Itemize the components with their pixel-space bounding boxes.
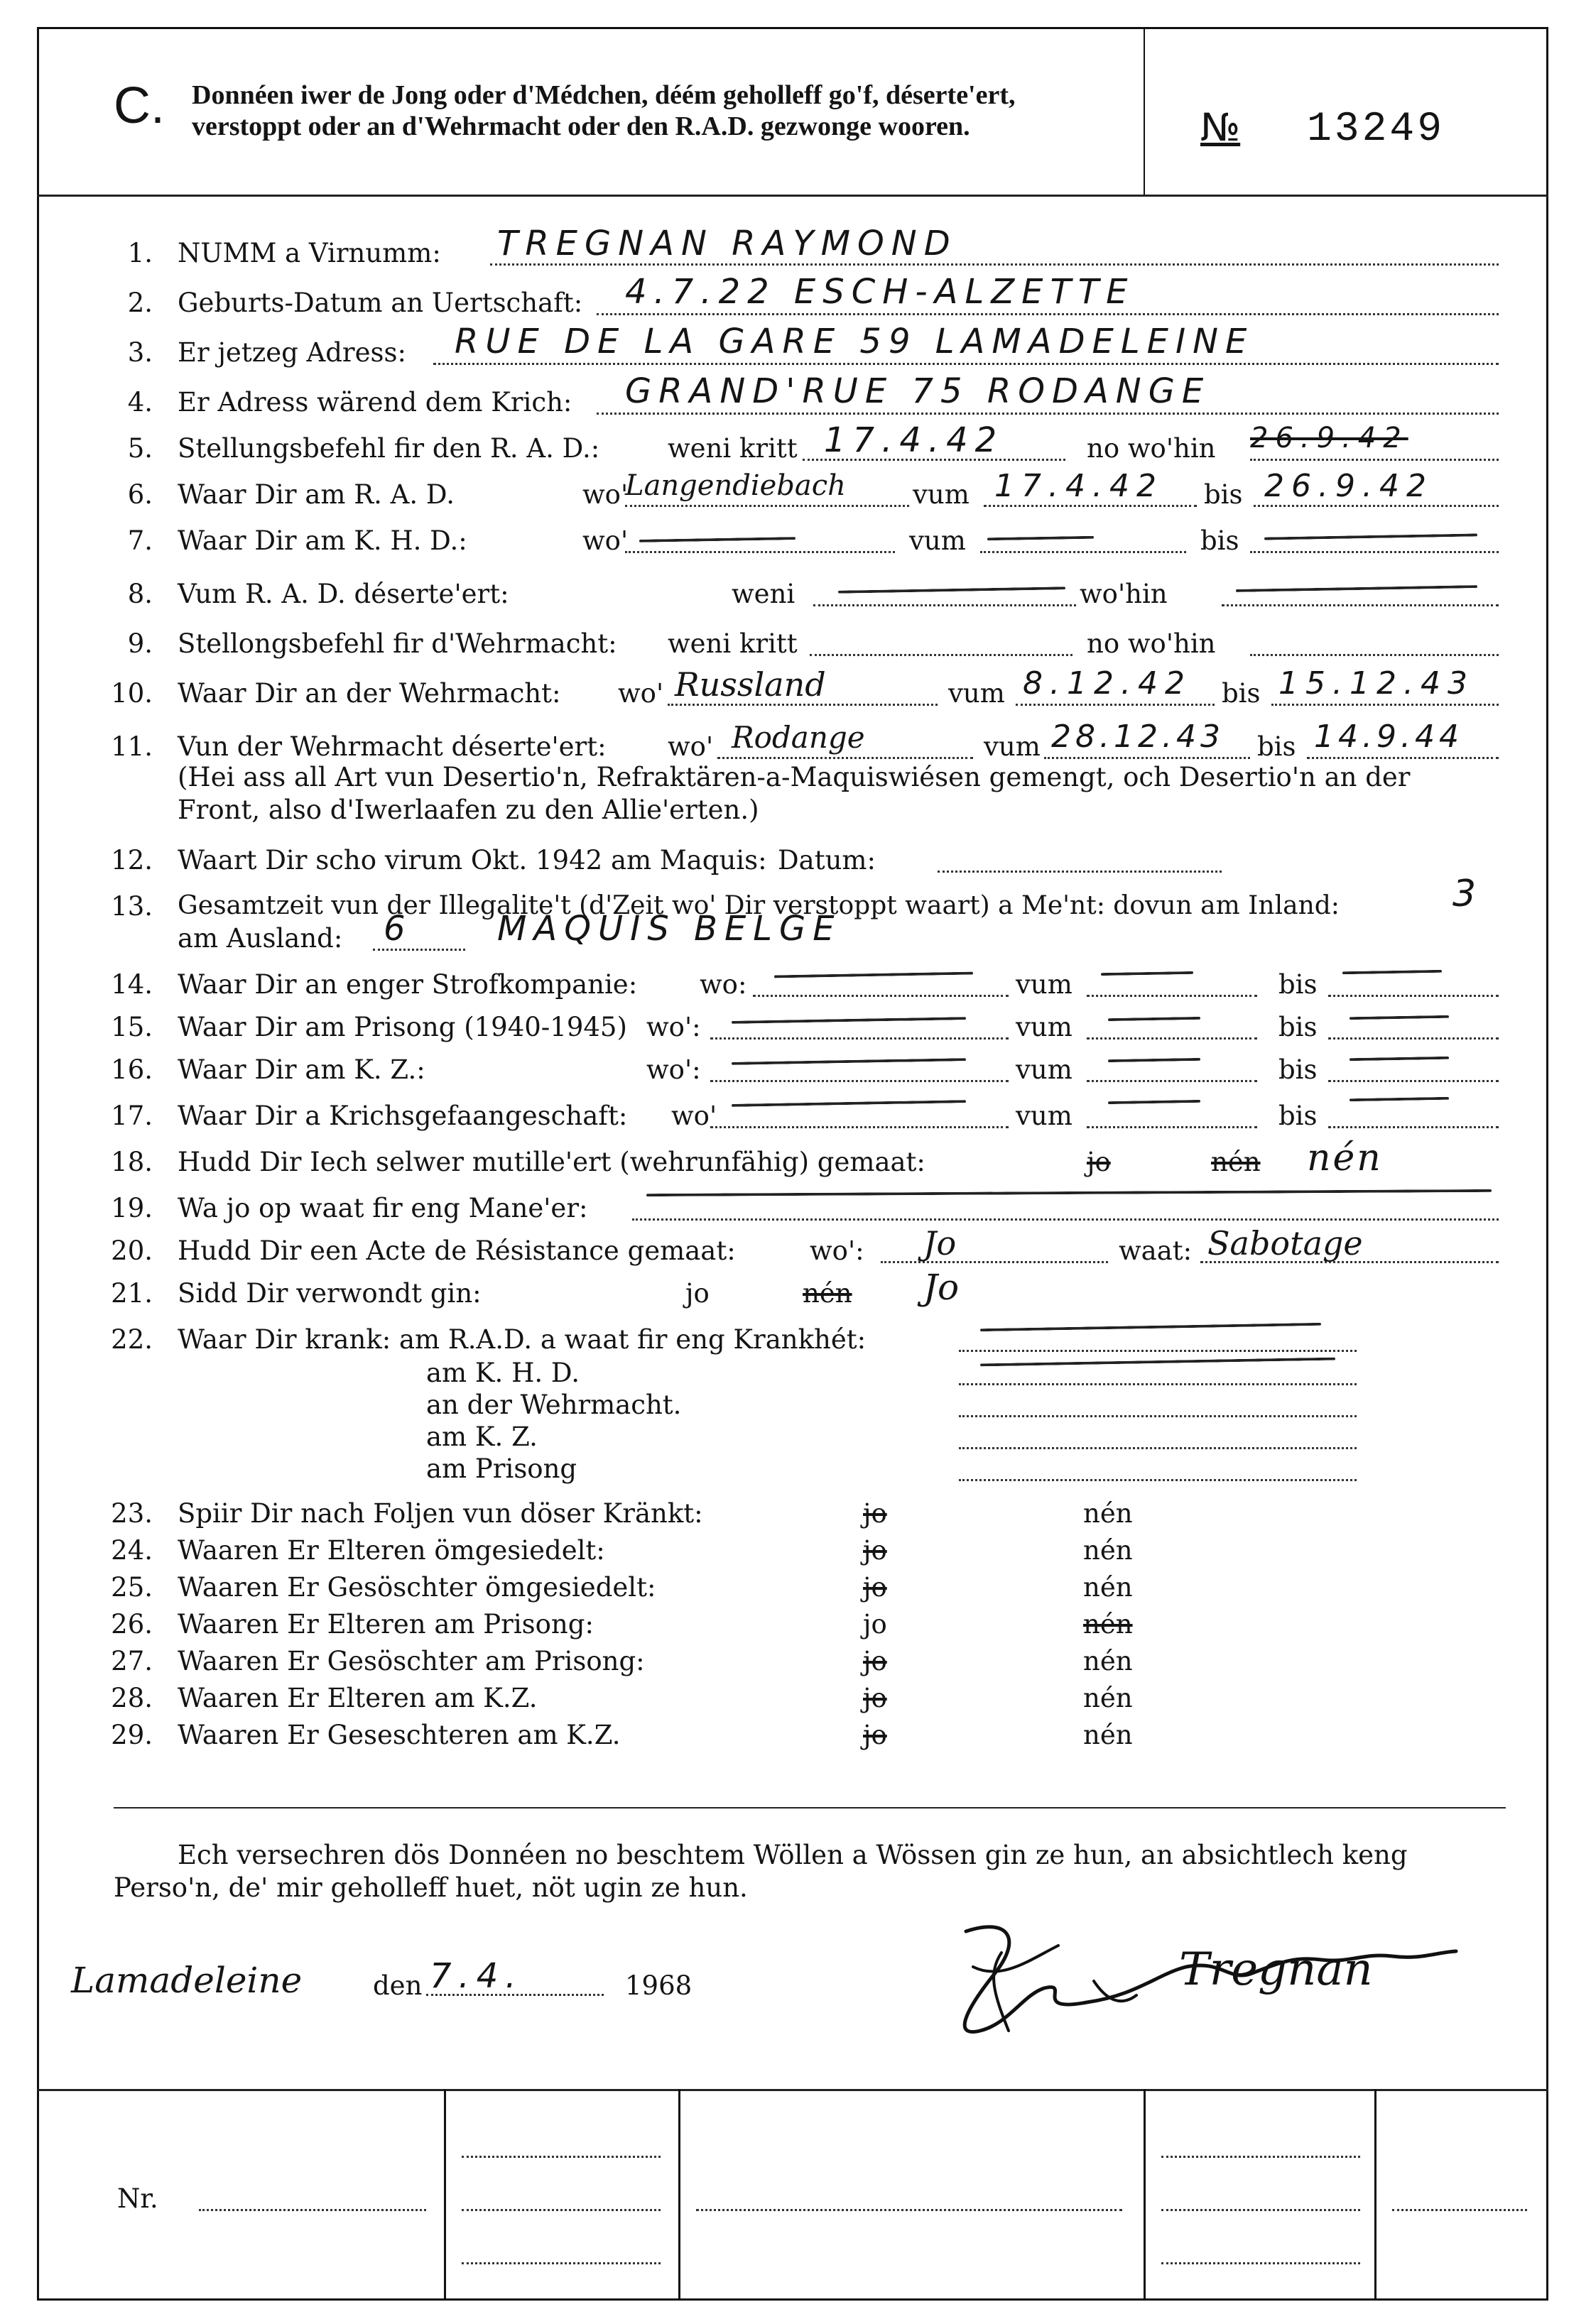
field-label: Waar Dir an der Wehrmacht: — [178, 678, 561, 709]
fill-line[interactable] — [959, 1390, 1357, 1417]
handwritten-activity: Sabotage — [1207, 1224, 1363, 1262]
field-sublabel: am K. Z. — [426, 1422, 538, 1452]
field-number: 26. — [111, 1609, 153, 1640]
option-nen[interactable]: nén — [1083, 1720, 1133, 1750]
field-number: 22. — [111, 1324, 153, 1355]
field-label: Stellungsbefehl fir den R. A. D.: — [178, 433, 600, 464]
option-jo[interactable]: jo — [863, 1572, 887, 1603]
handwritten-war-address: GRAND'RUE 75 RODANGE — [625, 371, 1211, 411]
field-label: Er jetzeg Adress: — [178, 337, 406, 368]
field-row-19 — [0, 1193, 1591, 1228]
handwritten-place: Langendiebach — [625, 469, 846, 502]
number-symbol: № — [1200, 105, 1241, 150]
field-sublabel: no wo'hin — [1087, 628, 1216, 659]
field-label: Waar Dir am Prisong (1940-1945) — [178, 1012, 627, 1042]
footer-field[interactable] — [1161, 2237, 1360, 2264]
field-number: 27. — [111, 1646, 153, 1676]
option-jo[interactable]: jo — [863, 1498, 887, 1529]
field-number: 4. — [127, 387, 153, 418]
field-number: 15. — [111, 1012, 153, 1042]
field-number: 20. — [111, 1235, 153, 1266]
footer-field[interactable] — [1161, 2183, 1360, 2211]
field-number: 23. — [111, 1498, 153, 1529]
field-sublabel: wo' — [582, 525, 629, 556]
field-label: NUMM a Virnumm: — [178, 238, 441, 268]
section-letter: C. — [114, 77, 165, 134]
fill-line[interactable] — [1222, 579, 1499, 606]
field-label: Hudd Dir Iech selwer mutille'ert (wehrunfähig) gemaat: — [178, 1147, 925, 1177]
option-nen[interactable]: nén — [1083, 1535, 1133, 1566]
field-sublabel: wo' — [582, 479, 629, 510]
handwritten-date: 15.12.43 — [1278, 665, 1475, 702]
field-number: 6. — [127, 479, 153, 510]
field-row-21 — [0, 1267, 1591, 1314]
field-label: Geburts-Datum an Uertschaft: — [178, 288, 583, 318]
field-row-22-wehrmacht — [0, 1390, 1591, 1425]
field-sublabel: wo': — [810, 1235, 864, 1266]
field-number: 29. — [111, 1720, 153, 1750]
handwritten-date: 28.12.43 — [1051, 719, 1225, 755]
footer-nr-label: Nr. — [117, 2183, 158, 2214]
handwritten-date: 26.9.42 — [1264, 468, 1433, 504]
field-number: 11. — [111, 731, 153, 762]
field-row-22-kz — [0, 1422, 1591, 1457]
field-label: Waaren Er Elteren am K.Z. — [178, 1683, 538, 1713]
footer-nr-field[interactable] — [199, 2183, 426, 2211]
field-number: 28. — [111, 1683, 153, 1713]
option-jo[interactable]: jo — [863, 1609, 887, 1640]
field-number: 16. — [111, 1054, 153, 1085]
option-nen[interactable]: nén — [803, 1278, 852, 1309]
field-row-23 — [0, 1498, 1591, 1534]
footer-cell-divider — [1144, 2089, 1146, 2301]
field-label: Waaren Er Elteren ömgesiedelt: — [178, 1535, 605, 1566]
fill-line[interactable] — [881, 1235, 1108, 1263]
field-label: Spiir Dir nach Foljen vun döser Kränkt: — [178, 1498, 703, 1529]
option-jo[interactable]: jo — [1087, 1147, 1111, 1177]
field-label: Waaren Er Geseschteren am K.Z. — [178, 1720, 621, 1750]
field-number: 8. — [127, 579, 153, 609]
field-label: Hudd Dir een Acte de Résistance gemaat: — [178, 1235, 736, 1266]
fill-line[interactable] — [959, 1453, 1357, 1481]
handwritten-maquis: MAQUIS BELGE — [497, 909, 842, 949]
field-label: Waar Dir am K. H. D.: — [178, 525, 467, 556]
number-divider — [1144, 27, 1145, 195]
footer-cell-divider — [678, 2089, 680, 2301]
field-label: Vum R. A. D. déserte'ert: — [178, 579, 509, 609]
field-number: 19. — [111, 1193, 153, 1223]
field-sublabel: weni — [732, 579, 796, 609]
fill-line[interactable] — [632, 1193, 1499, 1221]
footer-field[interactable] — [462, 2237, 661, 2264]
handwritten-date: 17.4.42 — [994, 468, 1163, 504]
field-sublabel: bis — [1278, 1101, 1318, 1131]
field-sublabel: vum — [1016, 1012, 1073, 1042]
option-nen[interactable]: nén — [1083, 1683, 1133, 1713]
footer-field[interactable] — [696, 2183, 1122, 2211]
field-sublabel: vum — [909, 525, 966, 556]
option-nen[interactable]: nén — [1083, 1646, 1133, 1676]
handwritten-address: RUE DE LA GARE 59 LAMADELEINE — [455, 322, 1254, 361]
field-label: Er Adress wärend dem Krich: — [178, 387, 572, 418]
field-row-22-prisong — [0, 1453, 1591, 1489]
option-jo[interactable]: jo — [863, 1646, 887, 1676]
field-number: 13. — [111, 891, 153, 922]
field-row-22 — [0, 1324, 1591, 1360]
field-row-6 — [0, 468, 1591, 515]
field-sublabel: bis — [1278, 969, 1318, 1000]
signing-year: 1968 — [625, 1970, 693, 2001]
field-number: 14. — [111, 969, 153, 1000]
handwritten-birth: 4.7.22 ESCH-ALZETTE — [625, 272, 1135, 312]
field-row-5 — [0, 420, 1591, 469]
field-sublabel: bis — [1204, 479, 1243, 510]
signing-den: den — [373, 1970, 423, 2001]
field-row-9 — [0, 628, 1591, 664]
field-sublabel: Datum: — [778, 845, 876, 875]
field-sublabel: wo' — [618, 678, 664, 709]
field-row-29 — [0, 1720, 1591, 1755]
option-nen[interactable]: nén — [1083, 1609, 1133, 1640]
handwritten-place: Rodange — [732, 720, 865, 755]
fill-line[interactable] — [1328, 1101, 1499, 1128]
field-sublabel: waat: — [1119, 1235, 1193, 1266]
field-row-15 — [0, 1012, 1591, 1047]
option-nen[interactable]: nén — [1083, 1498, 1133, 1529]
field-row-7 — [0, 525, 1591, 561]
handwritten-date: 17.4.42 — [824, 420, 1004, 460]
field-sublabel: bis — [1222, 678, 1261, 709]
field-number: 2. — [127, 288, 153, 318]
handwritten-date: 14.9.44 — [1314, 719, 1463, 755]
field-row-4 — [0, 371, 1591, 422]
option-jo[interactable]: jo — [863, 1683, 887, 1713]
field-sublabel: am Prisong — [426, 1453, 577, 1484]
field-row-8 — [0, 579, 1591, 614]
field-sublabel: wo' — [671, 1101, 717, 1131]
signing-date: 7.4. — [430, 1956, 523, 1996]
form-number: 13249 — [1307, 107, 1445, 153]
field-row-14 — [0, 969, 1591, 1005]
option-jo[interactable]: jo — [863, 1720, 887, 1750]
signature — [923, 1889, 1477, 2055]
field-number: 24. — [111, 1535, 153, 1566]
field-sublabel: wo': — [646, 1054, 701, 1085]
field-sublabel: vum — [1016, 969, 1073, 1000]
field-label: Vun der Wehrmacht déserte'ert: — [178, 731, 607, 762]
field-number: 12. — [111, 845, 153, 875]
field-sublabel: vum — [1016, 1054, 1073, 1085]
field-sublabel: wo': — [646, 1012, 701, 1042]
signing-place: Lamadeleine — [71, 1960, 303, 2001]
fill-line[interactable] — [938, 845, 1222, 873]
fill-line[interactable] — [710, 1012, 1009, 1040]
field-row-28 — [0, 1683, 1591, 1718]
field-sublabel: wo' — [668, 731, 714, 762]
fill-line[interactable] — [1087, 1012, 1257, 1040]
field-number: 1. — [127, 238, 153, 268]
fill-line[interactable] — [959, 1422, 1357, 1449]
field-label: Waar Dir krank: am R.A.D. a waat fir eng Krankhét: — [178, 1324, 867, 1355]
field-number: 10. — [111, 678, 153, 709]
handwritten-struck-date: 26.9.42 — [1250, 422, 1408, 454]
section-title: Donnéen iwer de Jong oder d'Médchen, déém geholleff go'f, déserte'ert, verstoppt oder an d'Wehrmacht oder den R.A.D. gezwonge wooren. — [192, 80, 1016, 141]
fill-line[interactable] — [810, 628, 1073, 656]
field-sublabel: am K. H. D. — [426, 1358, 580, 1388]
footer-cell-divider — [444, 2089, 446, 2301]
field-row-27 — [0, 1646, 1591, 1681]
field-sublabel: weni kritt — [668, 628, 798, 659]
field-sublabel: vum — [1016, 1101, 1073, 1131]
field-label: Sidd Dir verwondt gin: — [178, 1278, 482, 1309]
handwritten-place: Russland — [675, 665, 826, 704]
header-divider — [37, 195, 1548, 197]
field-row-16 — [0, 1054, 1591, 1090]
field-sublabel: bis — [1278, 1054, 1318, 1085]
handwritten-answer: Jo — [923, 1224, 957, 1262]
field-sublabel: wo'hin — [1080, 579, 1168, 609]
handwritten-answer: Jo — [923, 1267, 960, 1308]
field-label: Waart Dir scho virum Okt. 1942 am Maquis: — [178, 845, 767, 875]
field-label: Stellongsbefehl fir d'Wehrmacht: — [178, 628, 617, 659]
field-row-13-abroad — [0, 909, 1591, 959]
field-row-2 — [0, 272, 1591, 323]
field-number: 18. — [111, 1147, 153, 1177]
field-label: Waar Dir am R. A. D. — [178, 479, 455, 510]
field-label: Waar Dir an enger Strofkompanie: — [178, 969, 638, 1000]
field-number: 3. — [127, 337, 153, 368]
fill-line[interactable] — [1087, 1101, 1257, 1128]
field-row-20 — [0, 1224, 1591, 1271]
field-sublabel: vum — [948, 678, 1005, 709]
footer-field[interactable] — [462, 2130, 661, 2158]
field-row-26 — [0, 1609, 1591, 1644]
handwritten-date: 8.12.42 — [1023, 665, 1192, 702]
field-label: Waaren Er Elteren am Prisong: — [178, 1609, 594, 1640]
field-row-24 — [0, 1535, 1591, 1571]
field-sublabel: bis — [1200, 525, 1239, 556]
field-label: Gesamtzeit vun der Illegalite't (d'Zeit wo' Dir verstoppt waart) a Me'nt: dovun am Inland: — [178, 891, 1340, 920]
field-row-1 — [0, 224, 1591, 273]
footer-field[interactable] — [1161, 2130, 1360, 2158]
footer-top-rule — [37, 2089, 1548, 2091]
field-sublabel: am Ausland: — [178, 923, 343, 954]
field-sublabel: no wo'hin — [1087, 433, 1216, 464]
field-sublabel: vum — [984, 731, 1041, 762]
field-row-10 — [0, 665, 1591, 714]
field-number: 9. — [127, 628, 153, 659]
field-sublabel: vum — [913, 479, 970, 510]
field-row-25 — [0, 1572, 1591, 1608]
field-row-22-khd — [0, 1358, 1591, 1393]
handwritten-answer: nén — [1307, 1137, 1383, 1179]
desertion-note: (Hei ass all Art vun Desertio'n, Refraktären-a-Maquiswiésen gemengt, och Desertio'n an der Front, also d'Iwerlaafen zu den Allie'erten.) — [178, 762, 1411, 825]
field-sublabel: an der Wehrmacht. — [426, 1390, 682, 1420]
field-number: 21. — [111, 1278, 153, 1309]
field-sublabel: wo: — [700, 969, 747, 1000]
option-nen[interactable]: nén — [1211, 1147, 1261, 1177]
field-label: Waar Dir a Krichsgefaangeschaft: — [178, 1101, 628, 1131]
field-row-17 — [0, 1101, 1591, 1136]
field-row-18 — [0, 1137, 1591, 1182]
field-label: Waar Dir am K. Z.: — [178, 1054, 425, 1085]
handwritten-months-abroad: 6 — [384, 909, 413, 949]
footer-field[interactable] — [462, 2183, 661, 2211]
option-nen[interactable]: nén — [1083, 1572, 1133, 1603]
field-sublabel: weni kritt — [668, 433, 798, 464]
field-number: 5. — [127, 433, 153, 464]
field-label: Wa jo op waat fir eng Mane'er: — [178, 1193, 588, 1223]
signature-scribble-icon — [923, 1889, 1477, 2052]
field-sublabel: bis — [1257, 731, 1296, 762]
fill-line[interactable] — [1250, 628, 1499, 656]
field-sublabel: bis — [1278, 1012, 1318, 1042]
signature-text: Tregnan — [1179, 1943, 1373, 1996]
field-label: Waaren Er Gesöschter ömgesiedelt: — [178, 1572, 656, 1603]
field-number: 7. — [127, 525, 153, 556]
footer-field[interactable] — [1392, 2183, 1527, 2211]
field-label: Waaren Er Gesöschter am Prisong: — [178, 1646, 645, 1676]
field-number: 17. — [111, 1101, 153, 1131]
handwritten-months-inland: 3 — [1452, 873, 1484, 915]
option-jo[interactable]: jo — [863, 1535, 887, 1566]
footer-cell-divider — [1374, 2089, 1376, 2301]
option-jo[interactable]: jo — [685, 1278, 710, 1309]
declaration-text: Ech versechren dös Donnéen no beschtem Wöllen a Wössen gin ze hun, an absichtlech keng Perso'n, de' mir geholleff huet, nöt ugin ze hun. — [114, 1840, 1408, 1903]
field-number: 25. — [111, 1572, 153, 1603]
section-divider — [114, 1807, 1506, 1809]
field-row-3 — [0, 322, 1591, 373]
handwritten-name: TREGNAN RAYMOND — [497, 224, 957, 263]
field-row-12 — [0, 845, 1591, 880]
